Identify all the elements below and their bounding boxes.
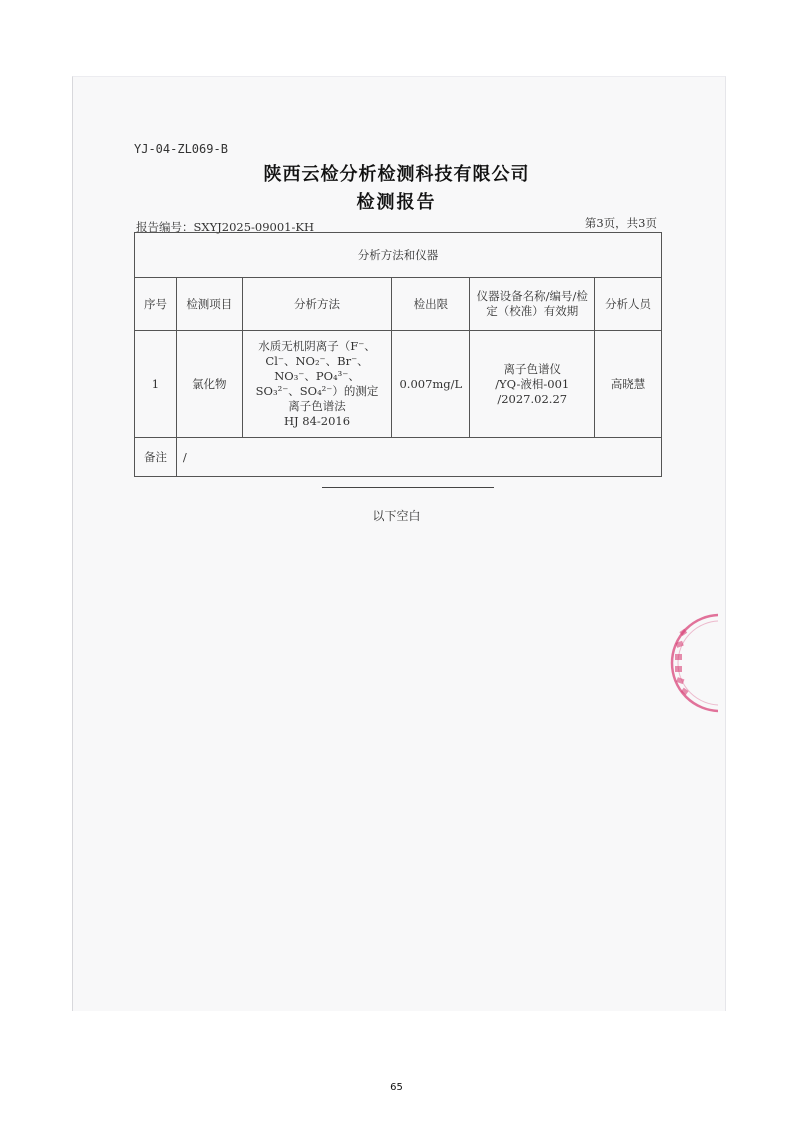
page-number: 65: [390, 1082, 403, 1093]
instrument-line: 离子色谱仪: [503, 361, 561, 376]
seal-graphic: [658, 608, 718, 718]
page-info: 第3页，共3页: [584, 216, 657, 230]
table-row: [135, 331, 662, 438]
note-value: /: [176, 438, 661, 477]
header-limit: 检出限: [392, 278, 470, 331]
header-item: 检测项目: [176, 278, 242, 331]
report-title: 检测报告: [356, 192, 437, 213]
cell-instrument: [470, 331, 595, 438]
table-header-row: [135, 278, 662, 331]
header-instrument: 仪器设备名称/编号/检定（校准）有效期: [470, 278, 595, 331]
company-seal-stamp: [658, 608, 718, 718]
cell-method: [242, 331, 392, 438]
cell-limit: 0.007mg/L: [392, 331, 470, 438]
blank-below-text: 以下空白: [372, 509, 421, 523]
cell-seq: 1: [135, 331, 177, 438]
note-row: [135, 438, 662, 477]
seal-ring: [672, 615, 718, 711]
header-analyst: 分析人员: [595, 278, 662, 331]
method-instrument-table: [134, 232, 662, 477]
method-line: SO₃²⁻、SO₄²⁻）的测定: [255, 384, 379, 398]
report-number: 报告编号：SXYJ2025-09001-KH: [136, 220, 315, 234]
company-name: 陕西云检分析检测科技有限公司: [263, 164, 530, 185]
instrument-line: /2027.02.27: [497, 391, 568, 406]
method-line: Cl⁻、NO₂⁻、Br⁻、NO₃⁻、PO₄³⁻、: [265, 354, 369, 383]
method-line: HJ 84-2016: [283, 414, 351, 428]
table-caption: 分析方法和仪器: [135, 233, 662, 278]
cell-analyst: 高晓慧: [595, 331, 662, 438]
header-method: 分析方法: [242, 278, 392, 331]
cell-item: 氯化物: [176, 331, 242, 438]
method-line: 水质无机阴离子（F⁻、: [258, 339, 376, 353]
method-line: 离子色谱法: [288, 399, 346, 413]
instrument-line: /YQ-液相-001: [495, 376, 570, 391]
note-label: 备注: [135, 438, 177, 477]
end-divider: [322, 487, 494, 488]
document-code: YJ-04-ZL069-B: [134, 142, 228, 156]
header-seq: 序号: [135, 278, 177, 331]
